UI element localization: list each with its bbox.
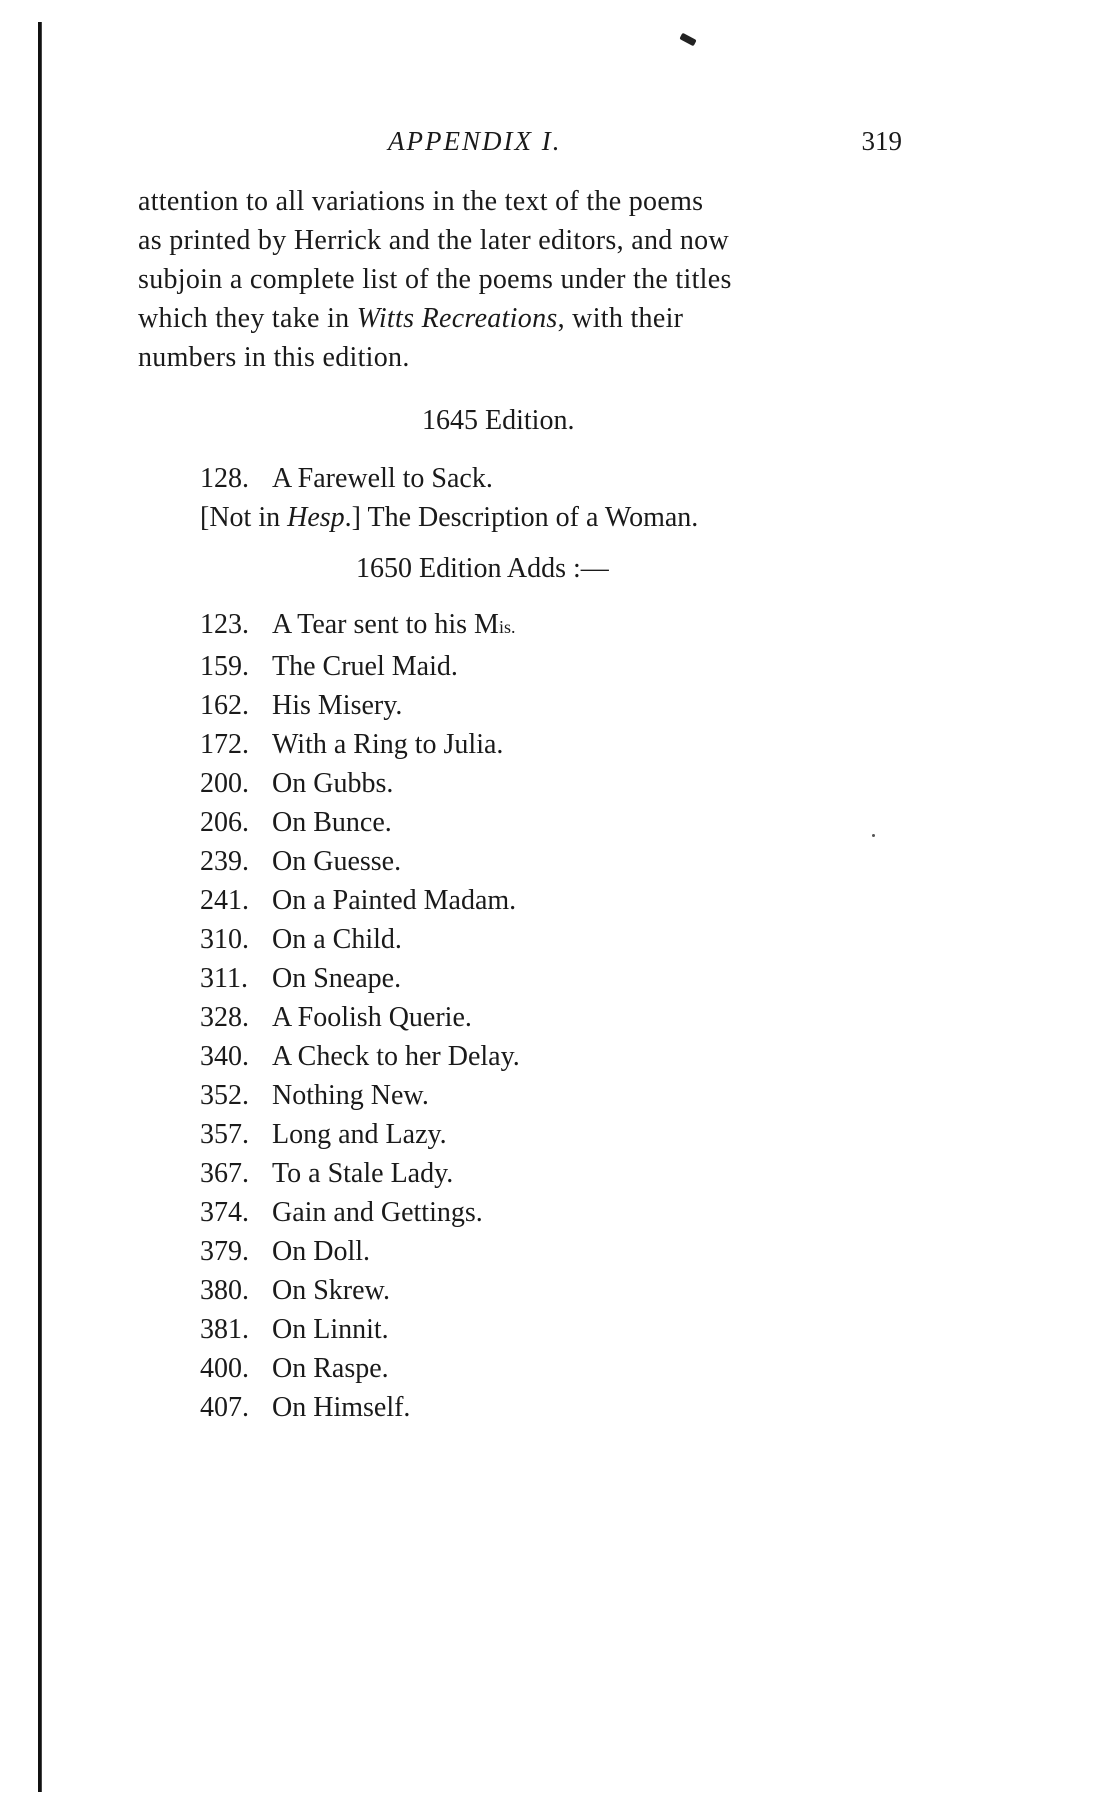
book-title-witts-recreations: Witts Recreations [356, 303, 558, 334]
poem-title: On Sneape. [272, 963, 402, 994]
poem-number: 340. [200, 1041, 249, 1072]
poem-title: On a Painted Madam. [272, 885, 517, 916]
list-item [200, 1349, 902, 1388]
poem-number: 123. [200, 609, 249, 640]
poem-title-main: A Tear sent to his M [272, 609, 499, 640]
hesperides-abbrev: Hesp [287, 502, 345, 533]
intro-line-3: subjoin a complete list of the poems under the titles [138, 264, 732, 295]
poem-title: On Linnit. [272, 1314, 389, 1345]
poem-number: 400. [200, 1353, 249, 1384]
poem-title: On Skrew. [272, 1275, 390, 1306]
list-item [200, 605, 902, 647]
poem-number: 381. [200, 1314, 249, 1345]
intro-line-4 [138, 299, 902, 338]
poem-title: His Misery. [272, 690, 403, 721]
list-item [200, 842, 902, 881]
poem-number: 241. [200, 885, 249, 916]
poem-title: On Bunce. [272, 807, 392, 838]
list-item [200, 881, 902, 920]
poem-number: 374. [200, 1197, 249, 1228]
heading-1650-edition: 1650 Edition Adds :— [356, 553, 609, 584]
list-item [200, 1232, 902, 1271]
list-item [200, 998, 902, 1037]
poem-number: 380. [200, 1275, 249, 1306]
poem-number: 206. [200, 807, 249, 838]
intro-line-2: as printed by Herrick and the later editors, and now [138, 225, 729, 256]
poem-title: On Doll. [272, 1236, 370, 1267]
poem-number: 200. [200, 768, 249, 799]
page-number: 319 [861, 126, 902, 156]
poem-number: 311. [200, 963, 248, 994]
poem-number: 328. [200, 1002, 249, 1033]
poem-number: 379. [200, 1236, 249, 1267]
list-item [200, 1154, 902, 1193]
poem-number: 128. [200, 463, 249, 494]
ink-speck [679, 33, 696, 47]
page-header [138, 126, 902, 170]
list-item [200, 1076, 902, 1115]
poem-title: On Gubbs. [272, 768, 394, 799]
list-item [200, 459, 902, 498]
list-1650-edition [200, 605, 902, 1427]
list-item [200, 1388, 902, 1427]
list-item [200, 920, 902, 959]
poem-title: Gain and Gettings. [272, 1197, 483, 1228]
list-item [200, 725, 902, 764]
list-item-not-in-hesperides [200, 498, 902, 537]
poem-number: 407. [200, 1392, 249, 1423]
bracket-note-end: .] The Description of a Woman. [344, 502, 699, 533]
book-page [138, 126, 902, 1427]
list-item [200, 1037, 902, 1076]
poem-number: 357. [200, 1119, 249, 1150]
poem-title: On Guesse. [272, 846, 402, 877]
intro-paragraph [138, 182, 902, 377]
poem-title: On Himself. [272, 1392, 411, 1423]
bracket-note-start: [Not in [200, 502, 288, 533]
poem-number: 172. [200, 729, 249, 760]
list-item [200, 1310, 902, 1349]
intro-line-4-end: , with their [557, 303, 684, 334]
list-item [200, 647, 902, 686]
list-item [200, 1271, 902, 1310]
heading-1645-edition: 1645 Edition. [422, 405, 575, 436]
poem-title: A Farewell to Sack. [272, 463, 493, 494]
poem-title [272, 609, 515, 640]
intro-line-5: numbers in this edition. [138, 342, 410, 373]
poem-title: Nothing New. [272, 1080, 429, 1111]
poem-number: 310. [200, 924, 249, 955]
poem-title: With a Ring to Julia. [272, 729, 504, 760]
intro-line-4-start: which they take in [138, 303, 357, 334]
poem-number: 352. [200, 1080, 249, 1111]
list-item [200, 1193, 902, 1232]
poem-number: 367. [200, 1158, 249, 1189]
poem-number: 159. [200, 651, 249, 682]
list-item [200, 803, 902, 842]
poem-title: On Raspe. [272, 1353, 389, 1384]
running-head: APPENDIX I. [388, 126, 562, 156]
poem-title: To a Stale Lady. [272, 1158, 454, 1189]
list-item [200, 686, 902, 725]
poem-title: A Check to her Delay. [272, 1041, 520, 1072]
list-1645-edition [200, 459, 902, 537]
list-item [200, 959, 902, 998]
poem-title: On a Child. [272, 924, 402, 955]
poem-title-superscript: is. [498, 617, 516, 637]
poem-title: The Cruel Maid. [272, 651, 458, 682]
poem-title: A Foolish Querie. [272, 1002, 472, 1033]
list-item [200, 1115, 902, 1154]
list-item [200, 764, 902, 803]
poem-number: 162. [200, 690, 249, 721]
intro-line-1: attention to all variations in the text of the poems [138, 186, 704, 217]
scan-edge-line [41, 22, 42, 1792]
poem-title: Long and Lazy. [272, 1119, 447, 1150]
poem-number: 239. [200, 846, 249, 877]
